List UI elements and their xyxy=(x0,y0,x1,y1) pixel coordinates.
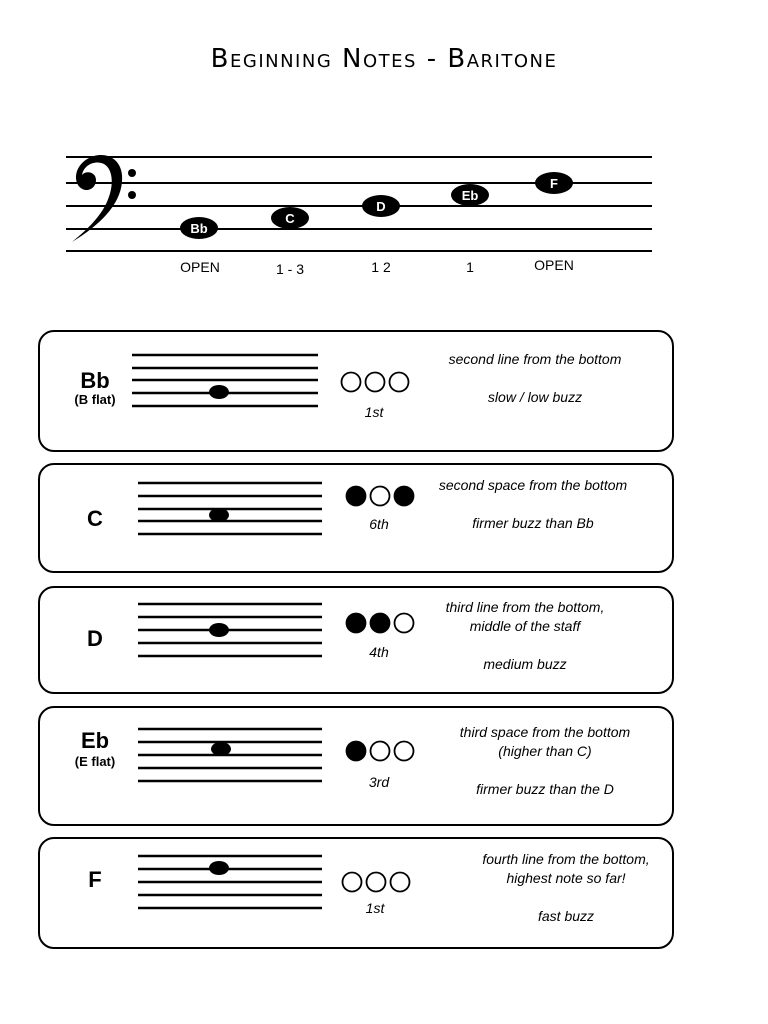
valve-pressed-icon xyxy=(371,614,390,633)
top-note-eb xyxy=(451,184,489,206)
valve-open-icon xyxy=(367,873,386,892)
note-description xyxy=(410,350,660,407)
top-note-label: D xyxy=(376,199,386,214)
top-note-c xyxy=(271,207,309,229)
note-name: C xyxy=(87,506,103,531)
description-line xyxy=(408,495,658,514)
fingering-label: 1 2 xyxy=(371,259,391,275)
top-note-label: Bb xyxy=(190,221,208,236)
slide-position: 1st xyxy=(364,404,384,420)
description-line: middle of the staff xyxy=(469,618,581,634)
staff-lines xyxy=(66,157,652,251)
description-line: medium buzz xyxy=(483,656,567,672)
top-note-label: C xyxy=(285,211,295,226)
note-name: D xyxy=(87,626,103,651)
valve-pressed-icon xyxy=(347,487,366,506)
slide-position: 6th xyxy=(369,516,389,532)
top-note-label: F xyxy=(550,176,558,191)
valve-open-icon xyxy=(343,873,362,892)
fingering-label: OPEN xyxy=(180,259,220,275)
page-title: Beginning Notes - Baritone xyxy=(210,44,558,74)
valve-open-icon xyxy=(395,742,414,761)
note-head xyxy=(209,385,229,399)
note-card-bb xyxy=(38,330,674,452)
description-line xyxy=(400,636,650,655)
description-line xyxy=(441,888,691,907)
note-head xyxy=(209,623,229,637)
valve-open-icon xyxy=(342,373,361,392)
top-note-d xyxy=(362,195,400,217)
note-description xyxy=(420,723,670,799)
slide-position: 4th xyxy=(369,644,389,660)
fingering-label: 1 xyxy=(466,259,474,275)
slide-position: 1st xyxy=(365,900,385,916)
valve-open-icon xyxy=(366,373,385,392)
description-line: firmer buzz than Bb xyxy=(472,515,594,531)
description-line: third line from the bottom, xyxy=(445,599,605,615)
description-line: fast buzz xyxy=(537,908,595,924)
slide-position: 3rd xyxy=(368,774,390,790)
description-line xyxy=(410,369,660,388)
valve-open-icon xyxy=(371,487,390,506)
note-card-d xyxy=(38,586,674,694)
note-card-eb xyxy=(38,706,674,826)
fingering-label: 1 - 3 xyxy=(275,261,304,277)
description-line: third space from the bottom xyxy=(459,724,631,740)
description-line: second space from the bottom xyxy=(438,477,628,493)
note-head xyxy=(209,861,229,875)
note-description xyxy=(408,476,658,533)
valve-pressed-icon xyxy=(347,614,366,633)
description-line: fourth line from the bottom, xyxy=(482,851,650,867)
note-name: Bb xyxy=(80,368,110,393)
description-line xyxy=(420,761,670,780)
description-line: (higher than C) xyxy=(498,743,592,759)
top-note-label: Eb xyxy=(461,188,479,203)
note-card-c xyxy=(38,463,674,573)
note-subtitle: (B flat) xyxy=(74,392,116,407)
top-staff xyxy=(0,130,768,260)
top-note-bb xyxy=(180,217,218,239)
note-description xyxy=(441,850,691,926)
description-line: highest note so far! xyxy=(506,870,626,886)
valve-open-icon xyxy=(390,373,409,392)
note-head xyxy=(209,508,229,522)
valve-pressed-icon xyxy=(347,742,366,761)
valve-open-icon xyxy=(371,742,390,761)
note-subtitle: (E flat) xyxy=(74,754,116,769)
note-name: Eb xyxy=(80,728,110,753)
note-description xyxy=(400,598,650,674)
note-head xyxy=(211,742,231,756)
note-card-f xyxy=(38,837,674,949)
description-line: second line from the bottom xyxy=(448,351,622,367)
fingering-label: OPEN xyxy=(534,257,574,273)
description-line: firmer buzz than the D xyxy=(476,781,614,797)
top-note-f xyxy=(535,172,573,194)
valve-open-icon xyxy=(391,873,410,892)
note-name: F xyxy=(88,867,102,892)
description-line: slow / low buzz xyxy=(487,389,583,405)
